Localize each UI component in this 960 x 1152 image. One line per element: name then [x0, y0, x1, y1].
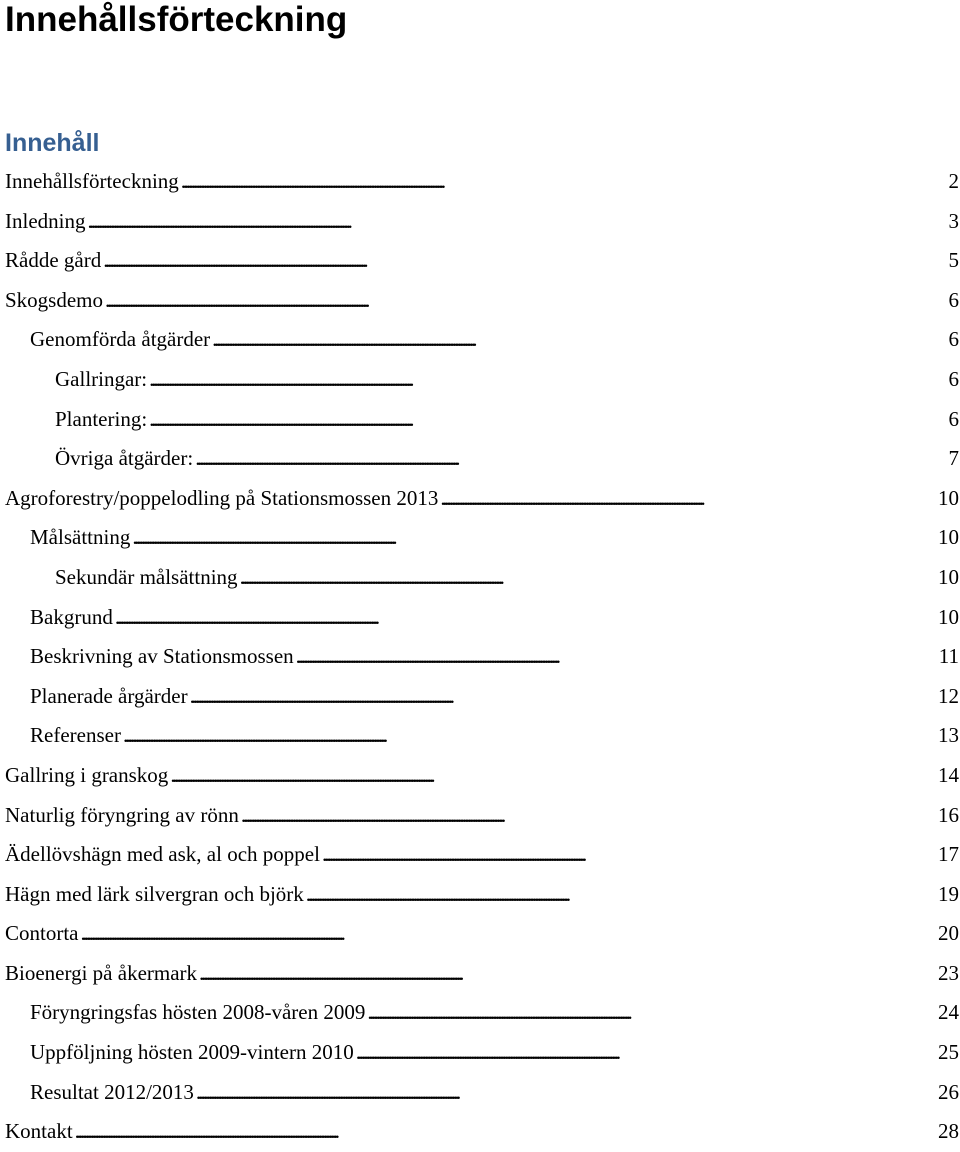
- toc-entry-page-number: 19: [938, 881, 959, 906]
- toc-entry[interactable]: [0, 558, 960, 598]
- toc-entry-label: Bakgrund: [30, 604, 113, 629]
- toc-entry-label: Skogsdemo: [5, 287, 104, 312]
- toc-entry-label: Inledning: [5, 208, 86, 233]
- toc-dot-leader: [296, 637, 937, 677]
- toc-entry-page-number: 3: [948, 208, 959, 233]
- toc-dot-leader: [190, 677, 936, 717]
- toc-entry[interactable]: [0, 835, 960, 875]
- toc-entry-page-number: 10: [938, 485, 959, 510]
- toc-entry-label: Plantering:: [55, 406, 148, 431]
- toc-entry-page-number: 24: [938, 1000, 959, 1025]
- toc-dot-leader: [195, 439, 946, 479]
- toc-dot-leader: [306, 875, 936, 915]
- toc-dot-leader: [181, 162, 947, 202]
- toc-entry-label: Gallring i granskog: [5, 762, 169, 787]
- toc-dot-leader: [196, 1073, 936, 1113]
- page-title: Innehållsförteckning: [5, 0, 348, 39]
- toc-entry-label: Resultat 2012/2013: [30, 1079, 194, 1104]
- toc-entry[interactable]: [0, 637, 960, 677]
- toc-entry[interactable]: [0, 281, 960, 321]
- toc-dot-leader: [105, 281, 946, 321]
- toc-entry[interactable]: [0, 439, 960, 479]
- toc-heading: Innehåll: [5, 129, 100, 157]
- toc-entry-label: Bioenergi på åkermark: [5, 960, 198, 985]
- toc-entry[interactable]: [0, 716, 960, 756]
- toc-entry-page-number: 14: [938, 762, 959, 787]
- toc-entry-page-number: 17: [938, 842, 959, 867]
- toc-entry[interactable]: [0, 756, 960, 796]
- toc-entry[interactable]: [0, 1033, 960, 1073]
- toc-entry[interactable]: [0, 320, 960, 360]
- toc-entry-label: Kontakt: [5, 1119, 73, 1144]
- toc-dot-leader: [170, 756, 936, 796]
- toc-dot-leader: [356, 1033, 936, 1073]
- toc-entry[interactable]: [0, 1073, 960, 1113]
- toc-entry[interactable]: [0, 914, 960, 954]
- toc-entry[interactable]: [0, 241, 960, 281]
- toc-entry-label: Contorta: [5, 921, 79, 946]
- toc-entry-page-number: 25: [938, 1040, 959, 1065]
- toc-dot-leader: [212, 320, 946, 360]
- toc-entry[interactable]: [0, 1112, 960, 1152]
- toc-dot-leader: [87, 202, 946, 242]
- toc-entry-label: Målsättning: [30, 525, 131, 550]
- toc-dot-leader: [149, 400, 946, 440]
- toc-entry-page-number: 13: [938, 723, 959, 748]
- toc-entry-page-number: 2: [948, 169, 959, 193]
- toc-entry[interactable]: [0, 479, 960, 519]
- toc-dot-leader: [115, 598, 936, 638]
- toc-entry-label: Agroforestry/poppelodling på Stationsmossen 2013: [5, 485, 439, 510]
- toc-entry-page-number: 7: [948, 446, 959, 471]
- toc-entry-page-number: 6: [948, 327, 959, 352]
- toc-entry-label: Övriga åtgärder:: [55, 446, 194, 471]
- toc-entry-label: Beskrivning av Stationsmossen: [30, 644, 294, 669]
- toc-entry-label: Planerade årgärder: [30, 683, 188, 708]
- toc-entry[interactable]: [0, 162, 960, 202]
- toc-entry[interactable]: [0, 518, 960, 558]
- toc-dot-leader: [440, 479, 936, 519]
- toc-dot-leader: [367, 993, 936, 1033]
- toc-dot-leader: [123, 716, 936, 756]
- toc-entry[interactable]: [0, 677, 960, 717]
- toc-dot-leader: [81, 914, 937, 954]
- toc-dot-leader: [199, 954, 936, 994]
- toc-entry[interactable]: [0, 202, 960, 242]
- toc-entry-label: Referenser: [30, 723, 121, 748]
- toc-dot-leader: [241, 796, 936, 836]
- toc-dot-leader: [149, 360, 946, 400]
- toc-entry-page-number: 10: [938, 564, 959, 589]
- toc-entry[interactable]: [0, 598, 960, 638]
- toc-entry-page-number: 10: [938, 604, 959, 629]
- toc-entry-page-number: 10: [938, 525, 959, 550]
- toc-entry[interactable]: [0, 360, 960, 400]
- toc-entry-page-number: 5: [948, 248, 959, 273]
- toc-entry-page-number: 6: [948, 366, 959, 391]
- toc-dot-leader: [132, 518, 936, 558]
- toc-entry-label: Gallringar:: [55, 366, 148, 391]
- toc-dot-leader: [103, 241, 946, 281]
- toc-entry-page-number: 11: [938, 644, 959, 669]
- toc-entry-page-number: 12: [938, 683, 959, 708]
- toc-entry[interactable]: [0, 954, 960, 994]
- toc-entry-page-number: 23: [938, 960, 959, 985]
- toc-entry-page-number: 6: [948, 406, 959, 431]
- toc-entry[interactable]: [0, 875, 960, 915]
- toc-entry-page-number: 20: [938, 921, 959, 946]
- toc-dot-leader: [240, 558, 936, 598]
- toc-entry-label: Föryngringsfas hösten 2008-våren 2009: [30, 1000, 366, 1025]
- toc-entry-page-number: 26: [938, 1079, 959, 1104]
- toc-entry-page-number: 6: [948, 287, 959, 312]
- toc-entry-label: Ädellövshägn med ask, al och poppel: [5, 842, 320, 867]
- toc-entry-page-number: 28: [938, 1119, 959, 1144]
- toc-entry-label: Uppföljning hösten 2009-vintern 2010: [30, 1040, 354, 1065]
- toc-entry-page-number: 16: [938, 802, 959, 827]
- toc-entry-label: Hägn med lärk silvergran och björk: [5, 881, 304, 906]
- toc-entry-label: Sekundär målsättning: [55, 564, 238, 589]
- toc-entry-label: Innehållsförteckning: [5, 169, 179, 193]
- toc-entry-label: Naturlig föryngring av rönn: [5, 802, 239, 827]
- toc-entry[interactable]: [0, 993, 960, 1033]
- toc-dot-leader: [75, 1112, 936, 1152]
- table-of-contents: [0, 162, 960, 1152]
- toc-entry[interactable]: [0, 400, 960, 440]
- toc-dot-leader: [322, 835, 936, 875]
- toc-entry[interactable]: [0, 796, 960, 836]
- toc-entry-label: Genomförda åtgärder: [30, 327, 211, 352]
- toc-entry-label: Rådde gård: [5, 248, 102, 273]
